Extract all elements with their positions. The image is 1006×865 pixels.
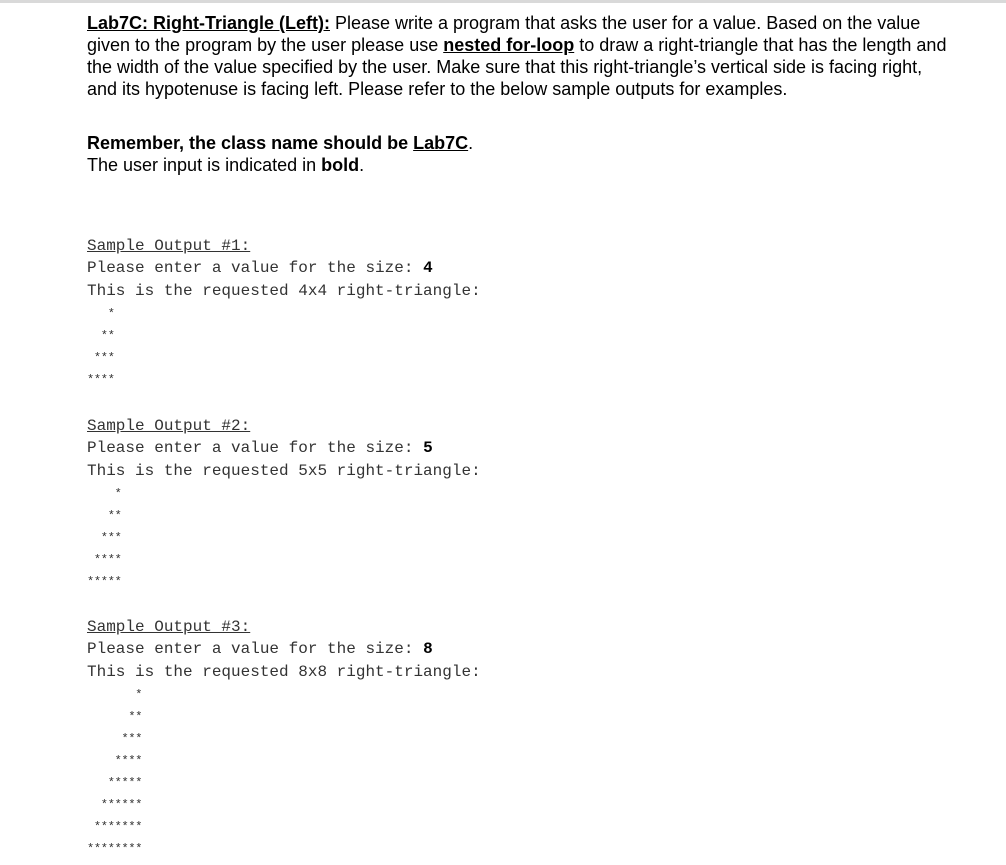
triangle-row: ******* — [87, 820, 143, 834]
triangle-row: **** — [87, 754, 143, 768]
document-body — [87, 12, 947, 856]
triangle-output — [87, 483, 481, 593]
triangle-output — [87, 303, 481, 391]
class-name: Lab7C — [413, 133, 469, 153]
triangle-row: *** — [87, 351, 115, 365]
sample-heading: Sample Output #3: — [87, 618, 251, 636]
result-line: This is the requested 5x5 right-triangle: — [87, 462, 481, 480]
intro-text-2: to draw a right-triangle that has the length and the width of the value specified by the user. Make sure that this right-triangle’s vertical side is facing right, and its hypotenuse is facing left. Please refer to the below sample outputs for examples. — [87, 35, 947, 99]
result-line: This is the requested 8x8 right-triangle: — [87, 663, 481, 681]
triangle-row: ** — [87, 710, 143, 724]
lab-title: Lab7C: Right-Triangle (Left): — [87, 13, 330, 33]
triangle-row: ** — [87, 329, 115, 343]
result-line: This is the requested 4x4 right-triangle: — [87, 282, 481, 300]
prompt-line: Please enter a value for the size: 4 — [87, 259, 433, 277]
triangle-row: * — [87, 487, 122, 501]
sample-output-1 — [87, 235, 481, 391]
top-border — [0, 0, 1006, 3]
triangle-row: ******** — [87, 842, 143, 856]
prompt-line: Please enter a value for the size: 5 — [87, 439, 433, 457]
sample-heading: Sample Output #2: — [87, 417, 251, 435]
class-name-line: Remember, the class name should be Lab7C. — [87, 133, 474, 153]
triangle-row: ***** — [87, 776, 143, 790]
sample-heading: Sample Output #1: — [87, 237, 251, 255]
user-input: 5 — [423, 439, 433, 457]
triangle-row: ***** — [87, 575, 122, 589]
user-input: 8 — [423, 640, 433, 658]
triangle-row: * — [87, 307, 115, 321]
intro-paragraph — [87, 12, 947, 100]
triangle-row: ****** — [87, 798, 143, 812]
triangle-row: ** — [87, 509, 122, 523]
intro-text-1: Please write a program that asks the user for a value. Based on the value given to the program by the user please use — [87, 13, 921, 55]
bold-input-line: The user input is indicated in bold. — [87, 155, 365, 175]
triangle-row: *** — [87, 531, 122, 545]
nested-for-loop-highlight: nested for-loop — [443, 35, 575, 55]
sample-output-2 — [87, 415, 481, 593]
triangle-row: * — [87, 688, 143, 702]
triangle-row: *** — [87, 732, 143, 746]
triangle-output — [87, 684, 481, 860]
remember-note — [87, 132, 473, 176]
triangle-row: **** — [87, 373, 115, 387]
triangle-row: **** — [87, 553, 122, 567]
sample-output-3 — [87, 616, 481, 860]
prompt-line: Please enter a value for the size: 8 — [87, 640, 433, 658]
user-input: 4 — [423, 259, 433, 277]
